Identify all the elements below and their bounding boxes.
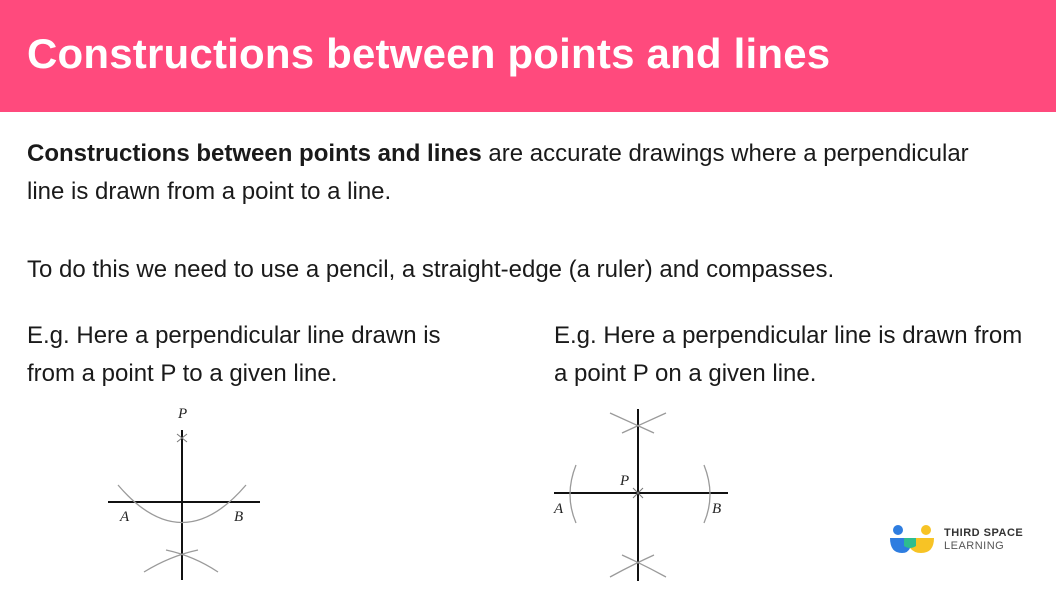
- logo-line1: THIRD SPACE: [944, 527, 1024, 539]
- header-banner: [0, 0, 1056, 112]
- example1-text: E.g. Here a perpendicular line drawn is from a point P to a given line.: [27, 322, 441, 387]
- intersection-arc-right: [166, 550, 218, 572]
- label-a: A: [120, 509, 130, 525]
- intro-bold-term: Constructions between points and lines: [27, 140, 482, 167]
- logo-line2: LEARNING: [944, 540, 1005, 552]
- example2-text: E.g. Here a perpendicular line is drawn from a point P on a given line.: [554, 322, 1023, 387]
- label-p: P: [178, 406, 188, 422]
- label-b: B: [712, 501, 722, 517]
- label-b: B: [234, 509, 244, 525]
- bottom-arc-right: [622, 555, 666, 577]
- page-title: Constructions between points and lines: [27, 30, 831, 77]
- bottom-arc-left: [610, 555, 654, 577]
- example2-diagram: [548, 405, 733, 585]
- label-a: A: [554, 501, 564, 517]
- logo-text: [944, 527, 1023, 553]
- intro-rest: are accurate drawings where a perpendicular line is drawn from a point to a line.: [27, 140, 969, 205]
- label-p: P: [620, 473, 630, 489]
- intersection-arc-left: [144, 550, 198, 572]
- example1-diagram: [100, 400, 270, 585]
- tools-paragraph: To do this we need to use a pencil, a straight-edge (a ruler) and compasses.: [27, 256, 835, 283]
- top-arc-left: [610, 413, 654, 433]
- intro-paragraph: [27, 135, 987, 211]
- top-arc-right: [622, 413, 666, 433]
